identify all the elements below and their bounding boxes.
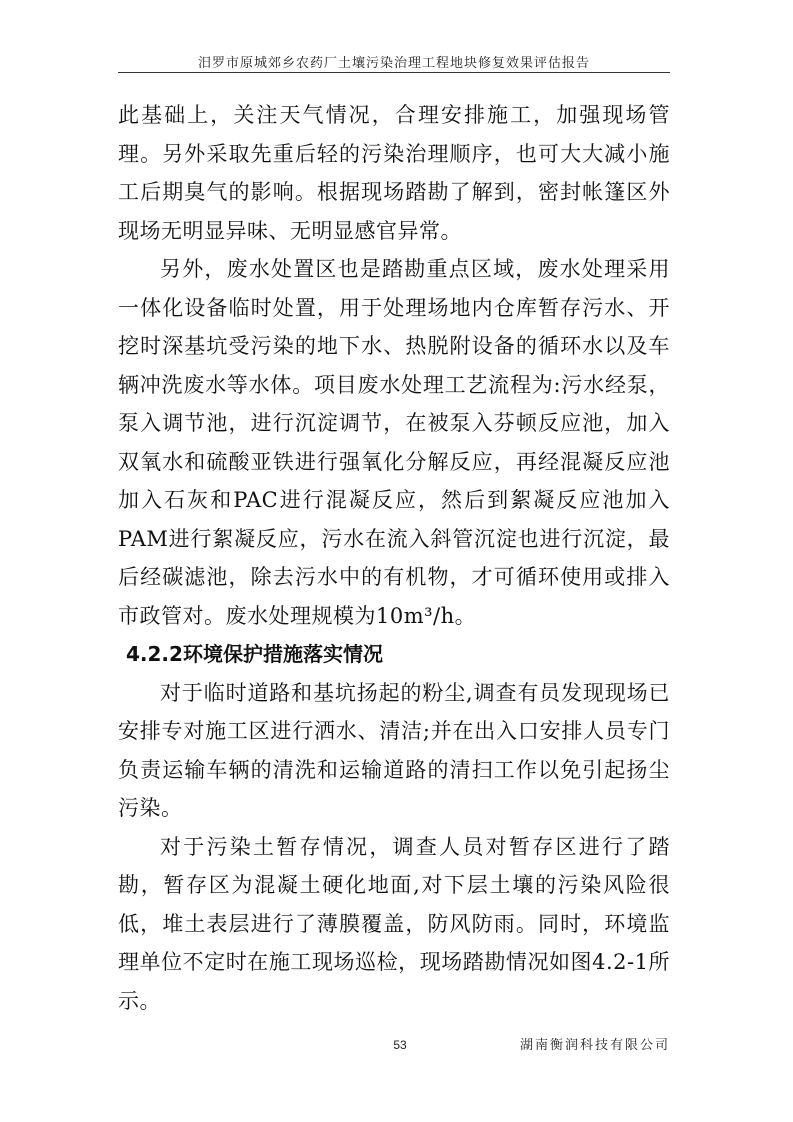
paragraph-dust-control: 对于临时道路和基坑扬起的粉尘,调查有员发现现场已安排专对施工区进行洒水、清洁;并在出入口安排人员专门负责运输车辆的清洗和运输道路的清扫工作以免引起扬尘污染。 bbox=[118, 680, 670, 820]
paragraph-continued: 此基础上，关注天气情况，合理安排施工，加强现场管理。另外采取先重后轻的污染治理顺序，也可大大减小施工后期臭气的影响。根据现场踏勘了解到，密封帐篷区外现场无明显异味、无明显感官异常。 bbox=[118, 103, 670, 243]
page-body bbox=[118, 96, 670, 1020]
company-name: 湖南衡润科技有限公司 bbox=[520, 1038, 671, 1053]
paragraph-soil-storage: 对于污染土暂存情况，调查人员对暂存区进行了踏勘，暂存区为混凝土硬化地面,对下层土壤的污染风险很低，堆土表层进行了薄膜覆盖，防风防雨。同时，环境监理单位不定时在施工现场巡检，现场踏勘情况如图4.2-1所示。 bbox=[118, 834, 670, 1013]
page-number: 53 bbox=[393, 1038, 407, 1052]
paragraph-wastewater: 另外，废水处置区也是踏勘重点区域，废水处理采用一体化设备临时处置，用于处理场地内仓库暂存污水、开挖时深基坑受污染的地下水、热脱附设备的循环水以及车辆冲洗废水等水体。项目废水处理工艺流程为:污水经泵，泵入调节池，进行沉淀调节，在被泵入芬顿反应池，加入双氧水和硫酸亚铁进行强氧化分解反应，再经混凝反应池加入石灰和PAC进行混凝反应，然后到絮凝反应池加入PAM进行絮凝反应，污水在流入斜管沉淀也进行沉淀，最后经碳滤池，除去污水中的有机物，才可循环使用或排入市政管对。废水处理规模为10m³/h。 bbox=[118, 257, 670, 628]
section-heading: 4.2.2环境保护措施落实情况 bbox=[126, 642, 383, 666]
header-divider bbox=[118, 72, 670, 73]
page-header-title: 汨罗市原城郊乡农药厂土壤污染治理工程地块修复效果评估报告 bbox=[197, 56, 590, 71]
